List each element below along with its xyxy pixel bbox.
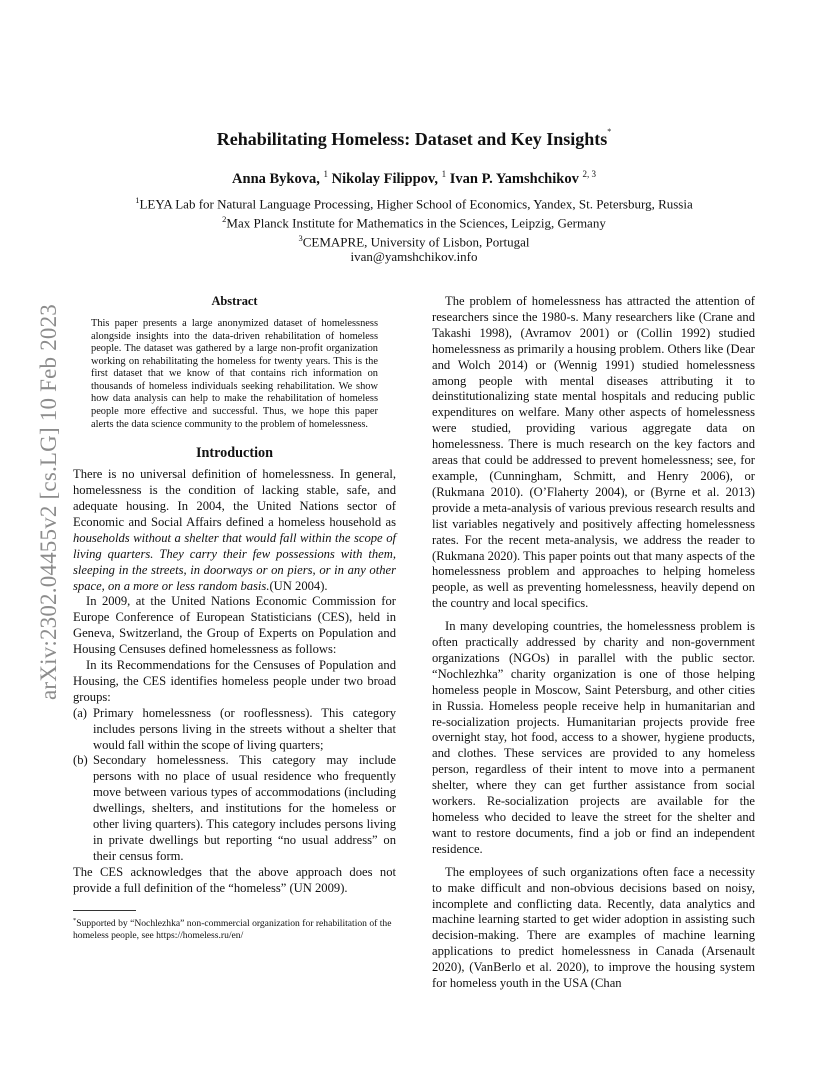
paper-title-text: Rehabilitating Homeless: Dataset and Key Insights xyxy=(216,129,608,149)
author-affiliation-mark: 1 xyxy=(441,169,447,179)
list-item-text: Secondary homelessness. This category may include persons with no place of usual residence who frequently move between various types of accommodations (including dwellings, shelters, and institutions for the homeless or other living quarters). This category includes persons living in private dwellings but reporting “no usual address” on their census form. xyxy=(93,753,396,863)
introduction-heading: Introduction xyxy=(196,445,273,462)
paper-title xyxy=(0,129,828,150)
footnote-text: Supported by “Nochlezhka” non-commercial organization for rehabilitation of the homeless people, see https://homeless.ru/en/ xyxy=(73,917,392,941)
intro-citation: (UN 2004). xyxy=(269,578,328,593)
affiliation-mark: 3 xyxy=(298,232,303,243)
affiliation-list xyxy=(0,193,828,265)
intro-paragraph: In its Recommendations for the Censuses of Population and Housing, the CES identifies homeless people under two broad groups: xyxy=(73,658,396,704)
abstract-body: This paper presents a large anonymized dataset of homelessness alongside insights into the data-driven rehabilitation of homeless people. The dataset was gathered by a large non-profit organization working on rehabilitating the homeless for twenty years. This is the first dataset that we know of that contains rich information on thousands of homeless individuals seeking rehabilitation. We show how data analysis can help to make the rehabilitation of homeless people more effective and successful. Thus, we hope this paper alerts the data science community to the problem of homelessness. xyxy=(91,317,378,430)
affiliation xyxy=(0,231,828,250)
affiliation-mark: 1 xyxy=(135,195,140,205)
body-paragraph: The problem of homelessness has attracted the attention of researchers since the 1980-s. Many researchers like (Crane and Takashi 1998), (Avramov 2001) or (Collin 1992) studied homelessness as primarily a housing problem. Others like (Dear and Wolch 2014) or (Wennig 1991) studied homelessness among people with mental diseases attributing it to deinstitutionalizing state mental hospitals and reducing public expenditures on welfare. Many other aspects of homelessness were studied, providing various aggregate data on homelessness. There is much research on the key factors and areas that could be addressed to prevent homelessness; see, for example, (Cunningham, Schmitt, and Henry 2006), or (Rukmana 2010). (O’Flaherty 2004), or (Byrne et al. 2013) provide a meta-analysis of various previous research results and list variables negatively and positively affecting homelessness rates. For the recent meta-analysis, we address the reader to (Rukmana 2020). This paper points out that many aspects of the homelessness problem and approaches to helping homeless people, as well as preventing homelessness, heavily depend on the country and local specifics. xyxy=(432,294,755,611)
left-column xyxy=(73,294,396,942)
homelessness-categories-list xyxy=(73,706,396,865)
title-footnote-mark: * xyxy=(607,127,612,136)
footnote-divider xyxy=(73,910,136,911)
contact-email[interactable]: ivan@yamshchikov.info xyxy=(350,249,478,265)
intro-text: There is no universal definition of homelessness. In general, homelessness is the condition of lacking stable, safe, and adequate housing. In 2004, the United Nations sector of Economic and Social Affairs defined a homeless household as xyxy=(73,467,396,529)
body-paragraph: In many developing countries, the homelessness problem is often practically addressed by charity and non-government organizations (NGOs) in parallel with the public sector. “Nochlezhka” charity organization is one of those helping homeless people in Moscow, Saint Petersburg, and other cities in Russia. Homeless people receive help in humanitarian and re-socialization projects. Humanitarian projects provide free overnight stay, hot food, access to a shower, hygiene products, and clothes. These services are provided to any homeless person, regardless of their intent to move into a permanent shelter, where they can get further assistance from social workers. Re-socialization projects are available for the homeless who decided to leave the street for the shelter and want to restore documents, find a job or find an independent residence. xyxy=(432,619,755,856)
right-column xyxy=(432,294,755,992)
arxiv-identifier[interactable]: arXiv:2302.04455v2 [cs.LG] 10 Feb 2023 xyxy=(36,304,61,700)
list-marker: (b) xyxy=(73,753,88,768)
author-name: Nikolay Filippov, xyxy=(331,170,438,187)
author-name: Ivan P. Yamshchikov xyxy=(449,170,579,187)
list-item xyxy=(73,706,396,754)
list-item-text: Primary homelessness (or rooflessness). This category includes persons living in the streets without a shelter that would fall within the scope of living quarters; xyxy=(93,705,396,752)
abstract-heading: Abstract xyxy=(211,294,258,308)
author-list xyxy=(0,169,828,188)
intro-paragraph xyxy=(73,467,396,594)
affiliation-text: CEMAPRE, University of Lisbon, Portugal xyxy=(302,233,530,249)
author-name: Anna Bykova, xyxy=(232,170,320,187)
list-item xyxy=(73,753,396,864)
affiliation-mark: 2 xyxy=(222,213,227,224)
intro-paragraph: The CES acknowledges that the above approach does not provide a full definition of the “homeless” (UN 2009). xyxy=(73,864,396,895)
footnote xyxy=(73,915,396,942)
list-marker: (a) xyxy=(73,705,87,720)
affiliation-text: Max Planck Institute for Mathematics in the Sciences, Leipzig, Germany xyxy=(226,215,606,231)
body-paragraph: The employees of such organizations often face a necessity to make difficult and non-obvious decisions based on noisy, incomplete and conflicting data. Recently, data analytics and machine learning started to get wider adoption in assisting such decision-making. There are examples of machine learning applications to predict homelessness in Canada (Arsenault 2020), (VanBerlo et al. 2020), to improve the housing system for homeless youth in the USA (Chan xyxy=(432,864,755,991)
author-affiliation-mark: 2, 3 xyxy=(582,169,596,179)
affiliation xyxy=(0,212,828,231)
footnote-mark: * xyxy=(73,916,77,924)
affiliation xyxy=(0,193,828,212)
author-affiliation-mark: 1 xyxy=(323,169,328,179)
intro-paragraph: In 2009, at the United Nations Economic Commission for Europe Conference of European Statisticians (CES), held in Geneva, Switzerland, the Group of Experts on Population and Housing Censuses defined homelessness as follows: xyxy=(73,594,396,657)
affiliation-text: LEYA Lab for Natural Language Processing, Higher School of Economics, Yandex, St. Petersburg, Russia xyxy=(139,196,693,212)
un-definition-quote: households without a shelter that would fall within the scope of living quarters. They carry their few possessions with them, sleeping in the streets, in doorways or on piers, or in any other space, on a more or less random basis. xyxy=(73,530,396,593)
